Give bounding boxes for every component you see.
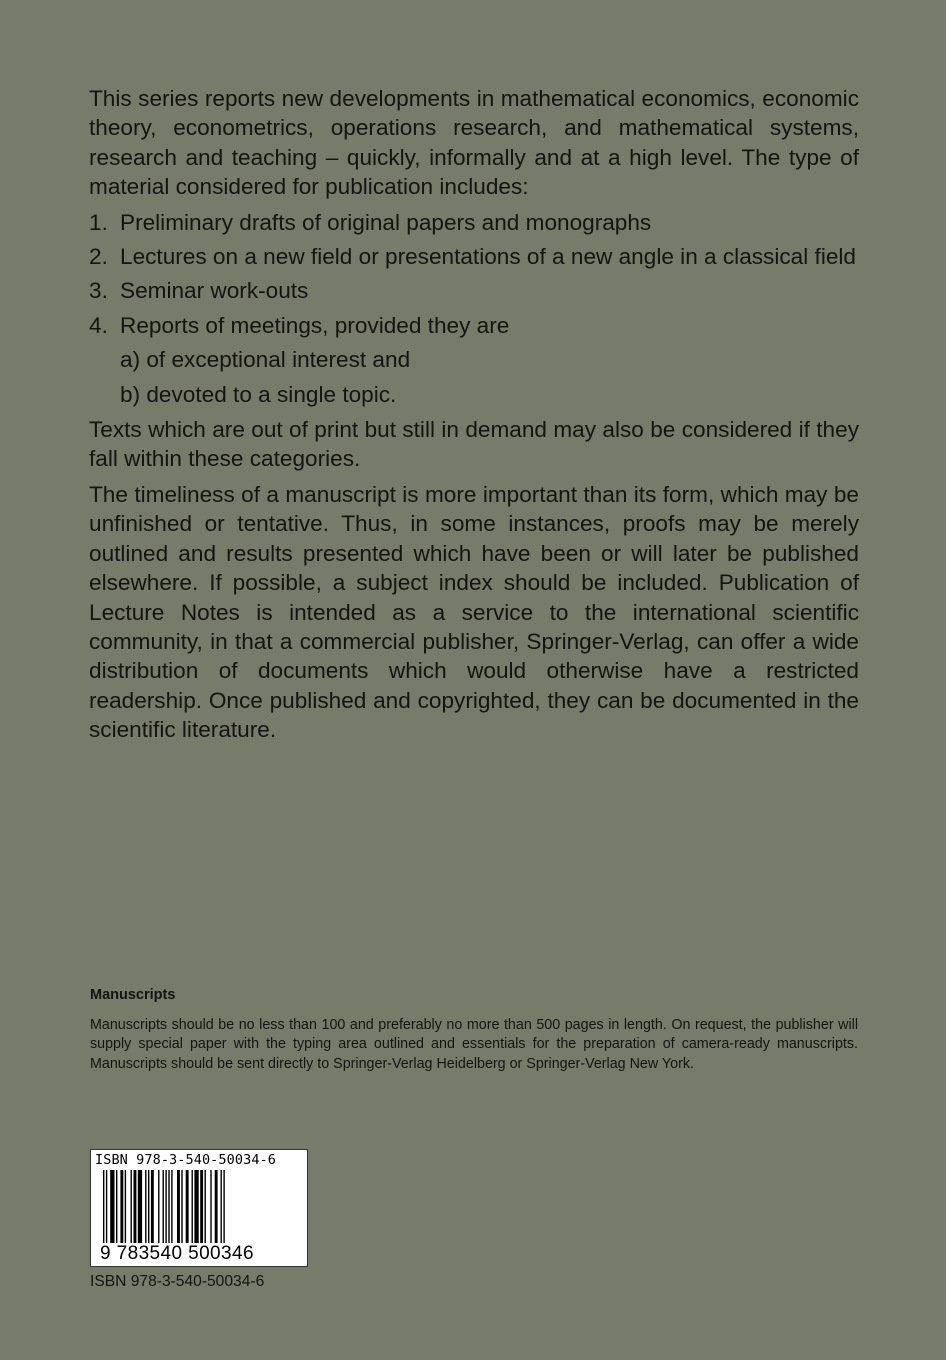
barcode-bar [192, 1170, 193, 1244]
barcode-bar [163, 1170, 164, 1244]
sublist-item: a) of exceptional interest and [120, 347, 411, 373]
manuscripts-section [90, 985, 858, 1074]
list-item [89, 276, 859, 305]
meeting-sublist [120, 345, 859, 409]
barcode-bar [194, 1170, 198, 1244]
list-text: Lectures on a new field or presentations of a new angle in a classical field [120, 244, 856, 270]
barcode-bar [125, 1170, 126, 1244]
list-text-container [120, 311, 859, 409]
sublist-item: b) devoted to a single topic. [120, 381, 397, 407]
barcode-bar [171, 1170, 172, 1244]
barcode [90, 1149, 308, 1267]
list-number: 2. [89, 244, 108, 270]
list-text: Reports of meetings, provided they are [120, 312, 510, 338]
manuscripts-body: Manuscripts should be no less than 100 and preferably no more than 500 pages in length. On request, the publisher will supply special paper with the typing area outlined and essentials for the preparation of camera-ready manuscripts. Manuscripts should be sent directly to Springer-Verlag Heidelberg or Springer-Verlag New York. [90, 1017, 858, 1072]
barcode-bar [131, 1170, 132, 1244]
list-number: 1. [89, 209, 108, 235]
barcode-bar [210, 1170, 211, 1244]
barcode-bar [138, 1170, 142, 1244]
barcode-bar [186, 1170, 189, 1244]
list-item [89, 208, 859, 237]
barcode-isbn-label: ISBN 978-3-540-50034-6 [95, 1152, 277, 1168]
series-description [89, 84, 859, 745]
barcode-bar [205, 1170, 206, 1244]
list-text: Preliminary drafts of original papers and monographs [120, 209, 652, 235]
timeliness-paragraph: The timeliness of a manuscript is more important than its form, which may be unfinished or tentative. Thus, in some instances, proofs may be merely outlined and results presented which have been or will later be published elsewhere. If possible, a subject index should be included. Publication of Lecture Notes is intended as a service to the international scientific community, in that a commercial publisher, Springer-Verlag, can offer a wide distribution of documents which would otherwise have a restricted readership. Once published and copyrighted, they can be documented in the scientific literature. [89, 481, 859, 743]
barcode-bar [145, 1170, 146, 1244]
barcode-bar [134, 1170, 137, 1244]
barcode-bar [177, 1170, 180, 1244]
manuscripts-heading: Manuscripts [90, 987, 176, 1003]
list-number: 3. [89, 278, 108, 304]
material-list [89, 208, 859, 409]
list-item [89, 242, 859, 271]
barcode-bar [110, 1170, 114, 1244]
intro-paragraph: This series reports new developments in mathematical economics, economic theory, econometrics, operations research, and mathematical systems, research and teaching – quickly, informally and at a high level. The type of material considered for publication includes: [89, 86, 859, 200]
list-item [89, 311, 859, 409]
barcode-bar [181, 1170, 182, 1244]
barcode-bar [215, 1170, 218, 1244]
barcode-digits: 9 783540 500346 [100, 1243, 254, 1264]
barcode-bar [200, 1170, 203, 1244]
list-number: 4. [89, 312, 108, 338]
barcode-bar [151, 1170, 154, 1244]
barcode-bar [221, 1170, 222, 1244]
out-of-print-paragraph: Texts which are out of print but still in demand may also be considered if they fall within these categories. [89, 417, 859, 472]
barcode-bar [158, 1170, 159, 1244]
isbn-number: ISBN 978-3-540-50034-6 [90, 1273, 265, 1290]
list-text: Seminar work-outs [120, 278, 309, 304]
barcode-bar [148, 1170, 149, 1244]
barcode-bar [116, 1170, 117, 1244]
barcode-bar [120, 1170, 123, 1244]
